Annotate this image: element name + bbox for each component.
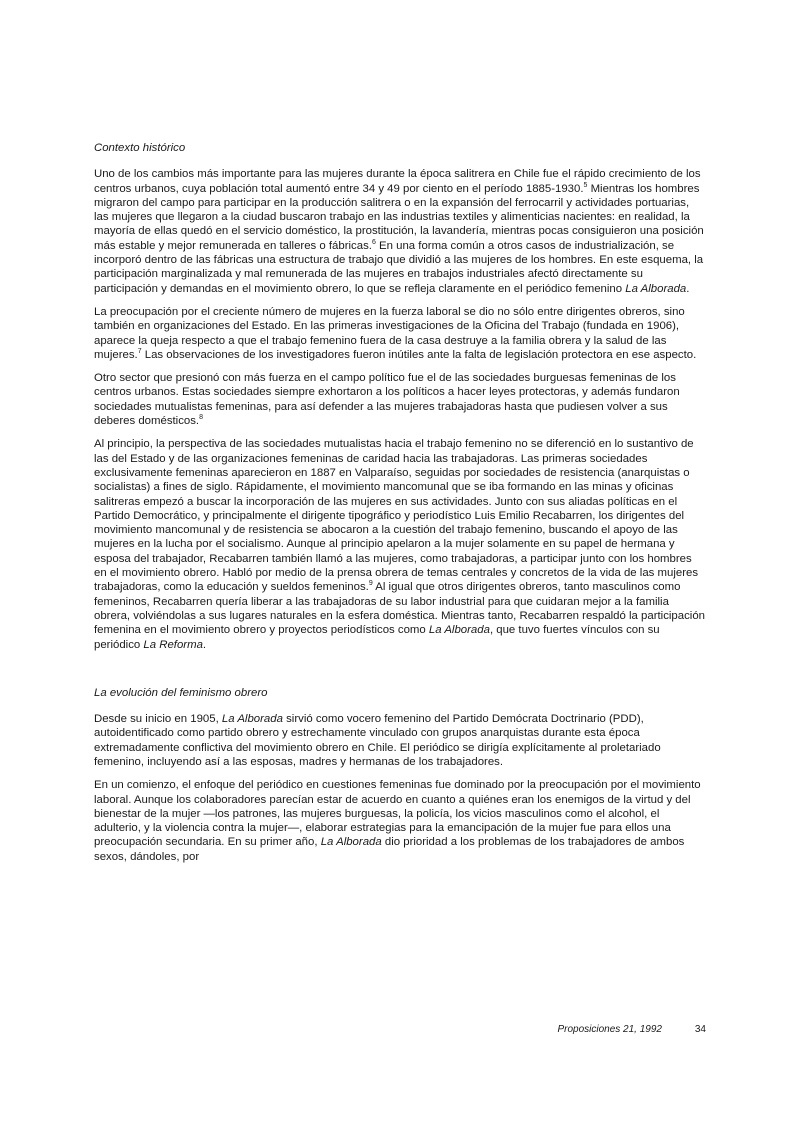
- paragraph: La preocupación por el creciente número de mujeres en la fuerza laboral se dio no sólo entre dirigentes obreros, sino también en organizaciones del Estado. En las primeras investigaciones de la Oficina del Trabajo (fundada en 1906), aparece la queja respecto a que el trabajo femenino fuera de la casa destruye a la familia obrera y la salud de las mujeres.$^7$ Las observaciones de los investigadores fueron inútiles ante la falta de legislación protectora en ese aspecto.: [94, 305, 697, 361]
- section-context: [94, 141, 706, 652]
- document-body: [94, 141, 706, 873]
- section-heading: Contexto histórico: [94, 142, 186, 154]
- italic-title: La Alborada: [221, 713, 283, 726]
- italic-title: La Alborada: [320, 836, 382, 849]
- footnote-ref: 8: [199, 414, 204, 422]
- paragraph: Uno de los cambios más importante para las mujeres durante la época salitrera en Chile fue el rápido crecimiento de los centros urbanos, cuya población total aumentó entre 34 y 49 por ciento en el período 1885-1930.$^5$ Mientras los hombres migraron del campo para participar en la producción salitrera o en la expansión del ferrocarril y actividades portuarias, las mujeres que llegaron a la ciudad buscaron trabajo en las industrias textiles y alimenticias nacientes: en realidad, la mayoría de ellas quedó en el servicio doméstico, la prostitución, la lavandería, mientras pocas consiguieron una posición más estable y mejor remunerada en talleres o fábricas.$^6$ En una forma común a otros casos de industrialización, se incorporó dentro de las fábricas una estructura de trabajo que dividió a las mujeres de los hombres. En este esquema, la participación marginalizada y mal remunerada de las mujeres en trabajos industriales afectó directamente su participación y demandas en el movimiento obrero, lo que se refleja claramente en el periódico femenino La Alborada.: [94, 168, 704, 295]
- italic-title: La Reforma: [143, 638, 203, 651]
- italic-title: La Alborada: [625, 282, 687, 295]
- footnote-ref: 9: [368, 580, 373, 588]
- paragraph: Otro sector que presionó con más fuerza en el campo político fue el de las sociedades burguesas femeninas de los centros urbanos. Estas sociedades siempre exhortaron a los políticos a hacer leyes protectoras, y además fundaron sociedades mutualistas femeninas, para así defender a las mujeres trabajadoras hasta que pudiesen volver a sus deberes domésticos.$^8$: [94, 372, 680, 428]
- page-number: 34: [694, 1024, 706, 1035]
- section-evolution: [94, 686, 706, 864]
- section-heading: La evolución del feminismo obrero: [94, 686, 268, 699]
- paragraph: Al principio, la perspectiva de las sociedades mutualistas hacia el trabajo femenino no se diferenció en lo sustantivo de las del Estado y de las organizaciones femeninas de caridad hacia las trabajadoras. Las primeras sociedades exclusivamente femeninas aparecieron en 1887 en Valparaíso, seguidas por sociedades de resistencia (anarquistas o socialistas) a fines de siglo. Rápidamente, el movimiento mancomunal que se iba formando en las minas y oficinas salitreras empezó a buscar la incorporación de las mujeres en sus actividades. Junto con sus aliadas políticas en el Partido Democrático, y principalmente el dirigente tipográfico y periodístico Luis Emilio Recabarren, los dirigentes del movimiento mancomunal y de resistencia se abocaron a la cuestión del trabajo femenino, buscando el apoyo de las mujeres en la lucha por el socialismo. Aunque al principio apelaron a la mujer solamente en su papel de hermana y esposa del trabajador, Recabarren también llamó a las mujeres, como trabajadoras, a participar junto con los hombres en el movimiento obrero. Habló por medio de la prensa obrera de temas centrales y concretos de la vida de las mujeres trabajadoras, como la educación y sueldos femeninos.$^9$ Al igual que otros dirigentes obreros, tanto masculinos como femeninos, Recabarren quería liberar a las trabajadoras de su labor industrial para que cuidaran mejor a la familia obrera, volviéndolas a sus lugares naturales en la esfera doméstica. Mientras tanto, Recabarren respaldó la participación femenina en el movimiento obrero y proyectos periodísticos como La Alborada, que tuvo fuertes vínculos con su periódico La Reforma.: [94, 438, 706, 651]
- paragraph: Desde su inicio en 1905, La Alborada sirvió como vocero femenino del Partido Demócrata Doctrinario (PDD), autoidentificado como partido obrero y estrechamente vinculado con grupos anarquistas durante esta época extremadamente conflictiva del movimiento obrero en Chile. El periódico se dirigía explícitamente al proletariado femenino, incluyendo así a las esposas, madres y hermanas de los trabajadores.: [94, 713, 661, 768]
- italic-title: La Alborada: [428, 624, 490, 637]
- journal-citation: Proposiciones 21, 1992: [557, 1024, 662, 1035]
- footnote-ref: 5: [583, 181, 588, 189]
- paragraph: En un comienzo, el enfoque del periódico en cuestiones femeninas fue dominado por la preocupación por el movimiento laboral. Aunque los colaboradores parecían estar de acuerdo en cuanto a quiénes eran los enemigos de la virtud y del bienestar de la mujer —los patrones, las mujeres burguesas, la policía, los vicios masculinos como el alcohol, el adulterio, y la violencia contra la mujer—, elaborar estrategias para la emancipación de la mujer fue para ellos una preocupación secundaria. En su primer año, La Alborada dio prioridad a los problemas de los trabajadores de ambos sexos, dándoles, por: [94, 779, 701, 863]
- footnote-ref: 7: [137, 347, 142, 355]
- footnote-ref: 6: [371, 238, 376, 246]
